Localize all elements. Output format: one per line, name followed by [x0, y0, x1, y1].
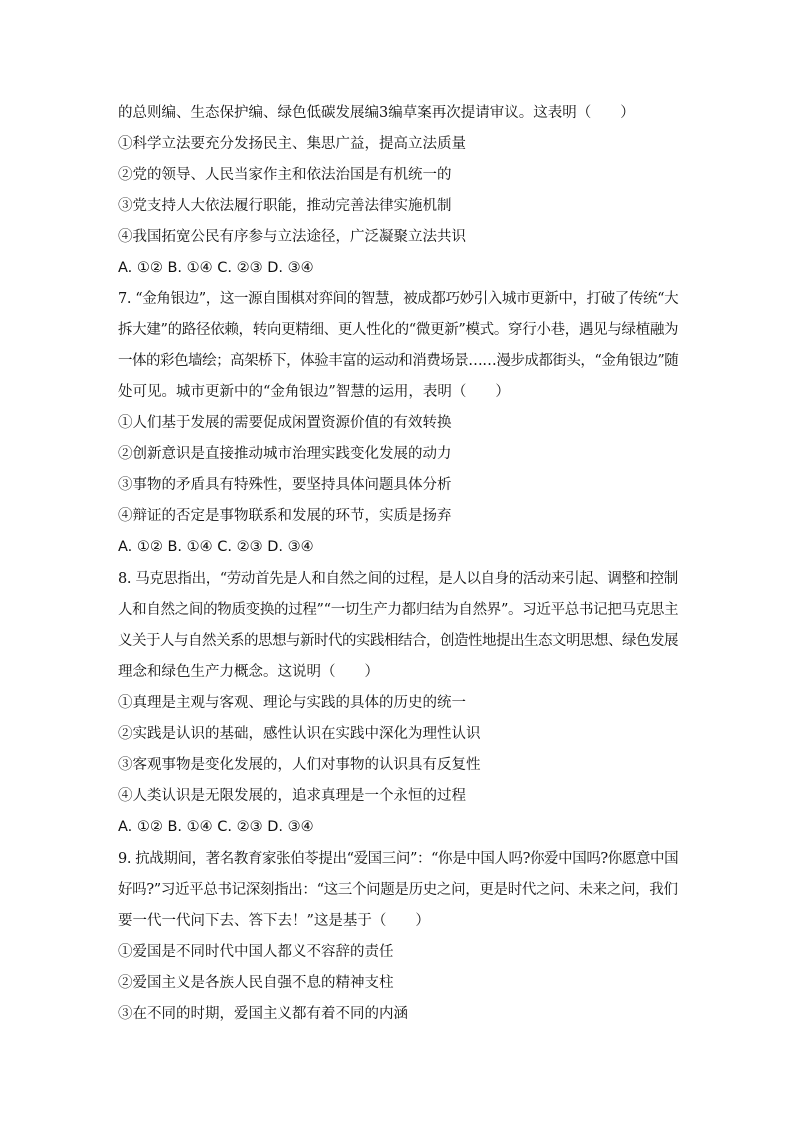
- q9-option-1: ①爱国是不同时代中国人都义不容辞的责任: [118, 944, 394, 960]
- q7-stem-line-4: 处可见。城市更新中的“金角银边”智慧的运用，表明（ ）: [118, 384, 510, 400]
- q8-option-1: ①真理是主观与客观、理论与实践的具体的历史的统一: [118, 695, 466, 711]
- q6-option-2: ②党的领导、人民当家作主和依法治国是有机统一的: [118, 167, 452, 183]
- q6-answer-choices: A. ①② B. ①④ C. ②③ D. ③④: [118, 260, 314, 276]
- q8-stem-line-4: 理念和绿色生产力概念。这说明（ ）: [118, 664, 379, 680]
- q8-option-4: ④人类认识是无限发展的，追求真理是一个永恒的过程: [118, 788, 466, 804]
- q6-stem-line: 的总则编、生态保护编、绿色低碳发展编3编草案再次提请审议。这表明（ ）: [118, 105, 635, 121]
- q7-stem-line-2: 拆大建”的路径依赖，转向更精细、更人性化的“微更新”模式。穿行小巷，遇见与绿植融为: [118, 322, 679, 338]
- q6-option-3: ③党支持人大依法履行职能，推动完善法律实施机制: [118, 198, 452, 214]
- q7-stem-line-1: 7. “金角银边”，这一源自围棋对弈间的智慧，被成都巧妙引入城市更新中，打破了传统“大: [118, 291, 679, 307]
- q7-option-3: ③事物的矛盾具有特殊性，要坚持具体问题具体分析: [118, 477, 452, 493]
- q7-option-2: ②创新意识是直接推动城市治理实践变化发展的动力: [118, 446, 452, 462]
- q9-stem-line-2: 好吗?”习近平总书记深刻指出：“这三个问题是历史之问，更是时代之问、未来之问，我们: [118, 882, 678, 898]
- q9-stem-line-1: 9. 抗战期间，著名教育家张伯苓提出“爱国三问”：“你是中国人吗?你爱中国吗?你愿意中国: [118, 851, 679, 867]
- q9-option-2: ②爱国主义是各族人民自强不息的精神支柱: [118, 975, 394, 991]
- q7-option-4: ④辩证的否定是事物联系和发展的环节，实质是扬弃: [118, 508, 452, 524]
- q7-option-1: ①人们基于发展的需要促成闲置资源价值的有效转换: [118, 415, 452, 431]
- q8-stem-line-1: 8. 马克思指出，“劳动首先是人和自然之间的过程，是人以自身的活动来引起、调整和控制: [118, 571, 678, 587]
- q8-answer-choices: A. ①② B. ①④ C. ②③ D. ③④: [118, 819, 314, 835]
- q8-stem-line-3: 义关于人与自然关系的思想与新时代的实践相结合，创造性地提出生态文明思想、绿色发展: [118, 633, 678, 649]
- q8-option-2: ②实践是认识的基础，感性认识在实践中深化为理性认识: [118, 726, 481, 742]
- q7-stem-line-3: 一体的彩色墙绘；高架桥下，体验丰富的运动和消费场景……漫步成都街头，“金角银边”随: [118, 353, 679, 369]
- q9-option-3: ③在不同的时期，爱国主义都有着不同的内涵: [118, 1006, 408, 1022]
- q6-option-4: ④我国拓宽公民有序参与立法途径，广泛凝聚立法共识: [118, 229, 466, 245]
- q8-option-3: ③客观事物是变化发展的，人们对事物的认识具有反复性: [118, 757, 481, 773]
- q6-option-1: ①科学立法要充分发扬民主、集思广益，提高立法质量: [118, 136, 466, 152]
- q8-stem-line-2: 人和自然之间的物质变换的过程”“一切生产力都归结为自然界”。习近平总书记把马克思主: [118, 602, 679, 618]
- q7-answer-choices: A. ①② B. ①④ C. ②③ D. ③④: [118, 539, 314, 555]
- q9-stem-line-3: 要一代一代问下去、答下去！”这是基于（ ）: [118, 913, 430, 929]
